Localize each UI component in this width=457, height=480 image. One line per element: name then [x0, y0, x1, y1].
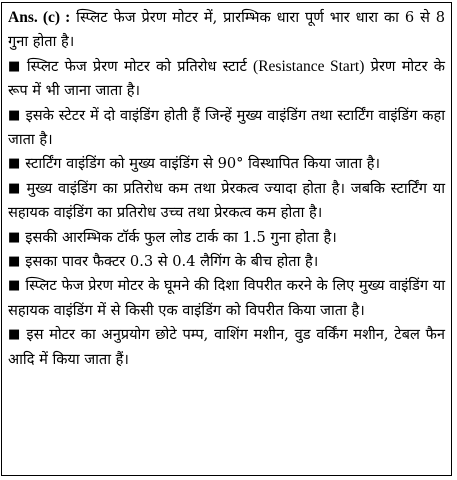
point-1-english-term: (Resistance Start): [253, 57, 365, 75]
point-7-text: स्प्लिट फेज प्रेरण मोटर के घूमने की दिशा विपरीत करने के लिए मुख्य वाइंडिंग या सहायक वाइंडिंग में से किसी एक वाइंडिंग को विपरीत किया जाता है।: [8, 277, 445, 319]
point-3-text: स्टार्टिंग वाइंडिंग को मुख्य वाइंडिंग से 90° विस्थापित किया जाता है।: [25, 155, 381, 173]
point-2-text: इसके स्टेटर में दो वाइंडिंग होती हैं जिन्हें मुख्य वाइंडिंग तथा स्टार्टिंग वाइंडिंग कहा जाता है।: [8, 106, 445, 149]
square-bullet-icon: ■: [8, 327, 22, 343]
answer-intro: [8, 6, 445, 55]
point-8: [8, 323, 445, 372]
point-6-text: इसका पावर फैक्टर 0.3 से 0.4 लैगिंग के बीच होता है।: [25, 253, 319, 271]
point-2: [8, 104, 445, 153]
answer-intro-text: स्प्लिट फेज प्रेरण मोटर में, प्रारम्भिक धारा पूर्ण भार धारा का 6 से 8 गुना होता है।: [8, 9, 445, 51]
point-1-text-a: स्प्लिट फेज प्रेरण मोटर को प्रतिरोध स्टार्ट: [26, 57, 254, 75]
square-bullet-icon: ■: [8, 107, 21, 123]
point-4-text: मुख्य वाइंडिंग का प्रतिरोध कम तथा प्रेरकत्व ज्यादा होता है। जबकि स्टार्टिंग या सहायक वाइंडिंग का प्रतिरोध उच्च तथा प्रेरकत्व कम होता है।: [8, 179, 445, 222]
point-3: [8, 152, 445, 176]
point-1-text-b: प्रेरण मोटर के रूप में भी जाना जाता है।: [8, 57, 445, 100]
square-bullet-icon: ■: [8, 180, 22, 196]
answer-box: [1, 2, 452, 476]
point-8-text: इस मोटर का अनुप्रयोग छोटे पम्प, वाशिंग मशीन, वुड वर्किंग मशीन, टेबल फैन आदि में किया जाता हैं।: [8, 326, 445, 368]
point-7: [8, 274, 445, 323]
point-4: [8, 177, 445, 226]
point-5: [8, 226, 445, 250]
square-bullet-icon: ■: [8, 229, 21, 245]
square-bullet-icon: ■: [8, 156, 21, 172]
point-5-text: इसकी आरम्भिक टॉर्क फुल लोड टार्क का 1.5 गुना होता है।: [25, 228, 337, 246]
square-bullet-icon: ■: [8, 278, 21, 294]
square-bullet-icon: ■: [8, 254, 21, 270]
square-bullet-icon: ■: [8, 58, 22, 74]
point-1: [8, 55, 445, 104]
answer-label: Ans. (c) :: [8, 9, 71, 26]
point-6: [8, 250, 445, 274]
